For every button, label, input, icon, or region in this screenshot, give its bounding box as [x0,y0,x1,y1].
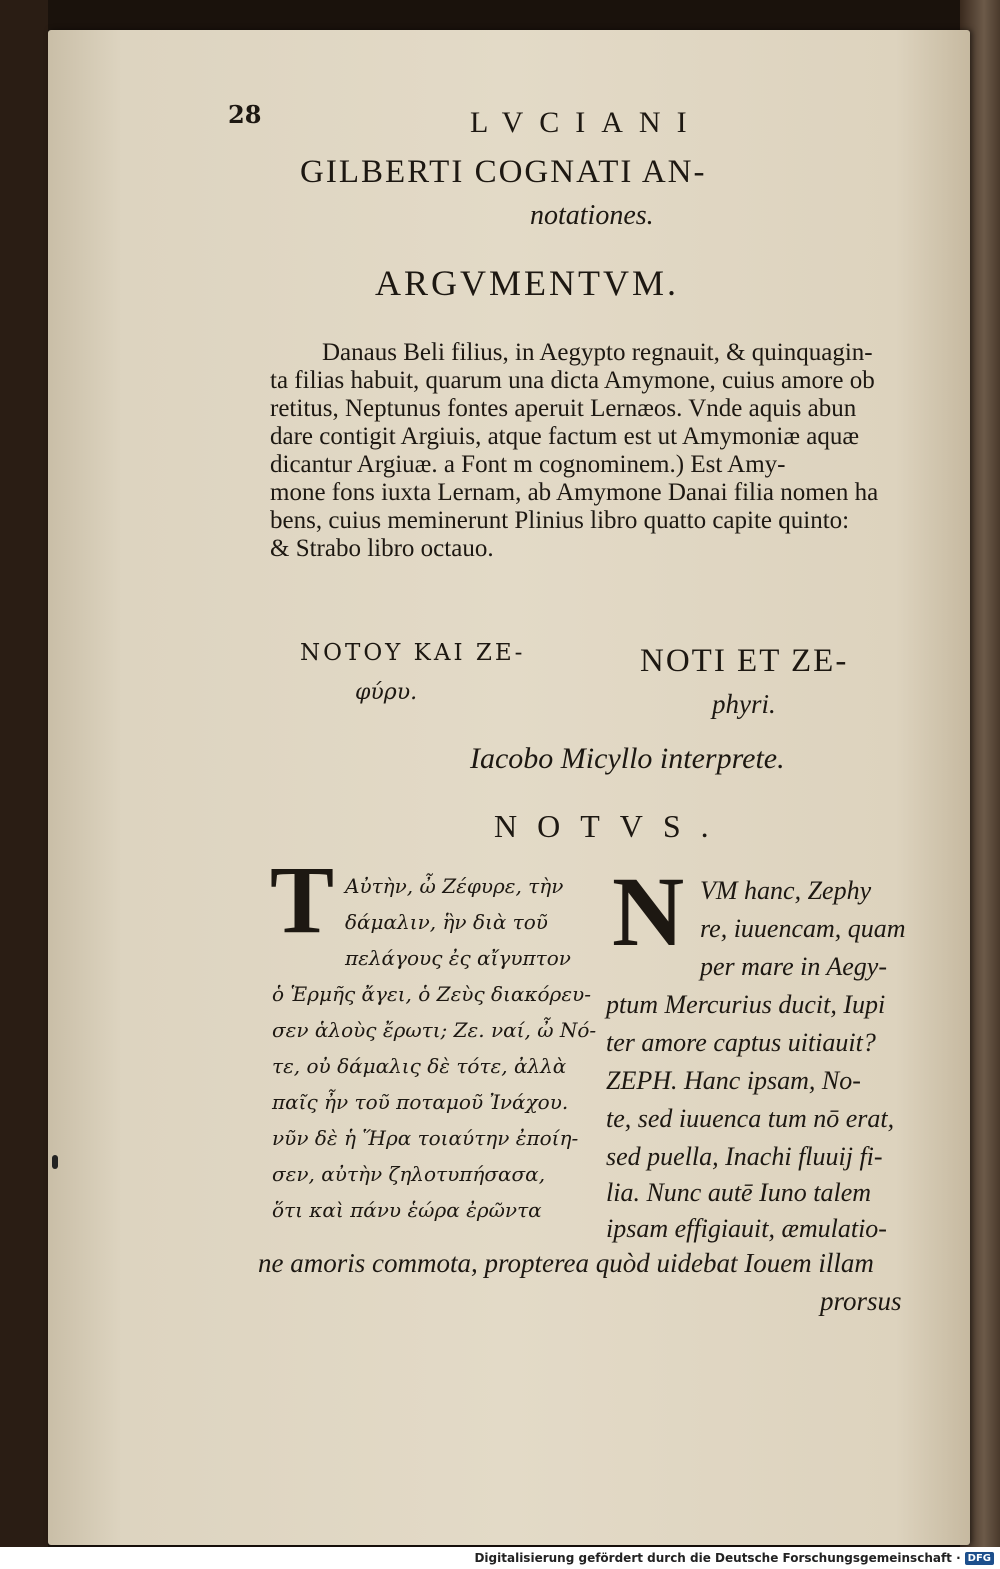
greek-drop-cap: T [270,846,335,953]
scan-background-left [0,0,48,1569]
latin-line: te, sed iuuenca tum nō erat, [606,1104,895,1133]
argument-line: dare contigit Argiuis, atque factum est ut Amymoniæ aquæ [270,423,860,450]
latin-line: ptum Mercurius ducit, Iupi [606,990,886,1019]
argument-heading: ARGVMENTVM. [375,263,680,303]
latin-line: per mare in Aegy- [700,952,888,981]
latin-line: sed puella, Inachi fluuij fi- [606,1142,883,1171]
page-number: 28 [228,100,262,129]
latin-dialogue-title-line2: phyri. [712,689,776,719]
catchword: prorsus [820,1286,902,1316]
interpreter-line: Iacobo Micyllo interprete. [470,742,785,775]
running-head: LVCIANI [470,106,703,139]
greek-dialogue-title-line1: ΝΟΤΟΥ ΚΑΙ ΖΕ- [300,640,526,666]
argument-line: Danaus Beli filius, in Aegypto regnauit, & quinquagin- [322,339,873,366]
latin-line: ter amore captus uitiauit? [606,1028,876,1057]
greek-line: δάμαλιν, ἣν διὰ τοῦ [345,910,548,934]
latin-dialogue-title-line1: NOTI ET ZE- [640,643,849,679]
greek-line: ὅτι καὶ πάνυ ἑώρα ἐρῶντα [272,1198,542,1222]
greek-line: σεν ἁλοὺς ἔρωτι; Ζε. ναί, ὦ Νό- [272,1018,597,1042]
greek-line: σεν, αὐτὴν ζηλοτυπήσασα, [272,1162,546,1186]
latin-line: ZEPH. Hanc ipsam, No- [606,1066,861,1095]
argument-line: & Strabo libro octauo. [270,535,494,562]
argument-paragraph [230,340,920,580]
digitization-credit-bar [0,1547,1000,1569]
section-title-line1: GILBERTI COGNATI AN- [300,154,707,190]
dfg-logo: DFG [965,1552,994,1565]
greek-dialogue-title-line2: φύρυ. [355,680,418,705]
greek-line: Αὐτὴν, ὦ Ζέφυρε, τὴν [345,874,564,898]
greek-line: ὁ Ἑρμῆς ἄγει, ὁ Ζεὺς διακόρευ- [272,982,591,1006]
argument-line: dicantur Argiuæ. a Font m cognominem.) Est Amy- [270,451,786,478]
latin-drop-cap: N [612,856,685,967]
latin-line: re, iuuencam, quam [700,914,906,943]
ink-blot [52,1155,58,1169]
full-width-line: ne amoris commota, propterea quòd uidebat Iouem illam [258,1248,874,1278]
argument-line: bens, cuius meminerunt Plinius libro quatto capite quinto: [270,507,850,534]
credit-text: Digitalisierung gefördert durch die Deutsche Forschungsgemeinschaft · [474,1551,961,1565]
latin-line: lia. Nunc autē Iuno talem [606,1178,872,1207]
section-title-line2: notationes. [530,200,654,231]
greek-line: παῖς ἦν τοῦ ποταμοῦ Ἰνάχου. [272,1090,569,1114]
greek-line: πελάγους ἐς αἴγυπτον [345,946,571,970]
argument-line: retitus, Neptunus fontes aperuit Lernæos. Vnde aquis abun [270,395,857,422]
latin-line: VM hanc, Zephy [700,876,872,905]
book-page [48,30,970,1545]
speaker-heading: NOTVS. [494,808,729,844]
greek-line: τε, οὐ δάμαλις δὲ τότε, ἀλλὰ [272,1054,567,1078]
argument-line: mone fons iuxta Lernam, ab Amymone Danai filia nomen ha [270,479,879,506]
argument-line: ta filias habuit, quarum una dicta Amymone, cuius amore ob [270,367,875,394]
greek-line: νῦν δὲ ἡ Ἥρα τοιαύτην ἐποίη- [272,1126,579,1150]
latin-line: ipsam effigiauit, æmulatio- [606,1214,887,1243]
